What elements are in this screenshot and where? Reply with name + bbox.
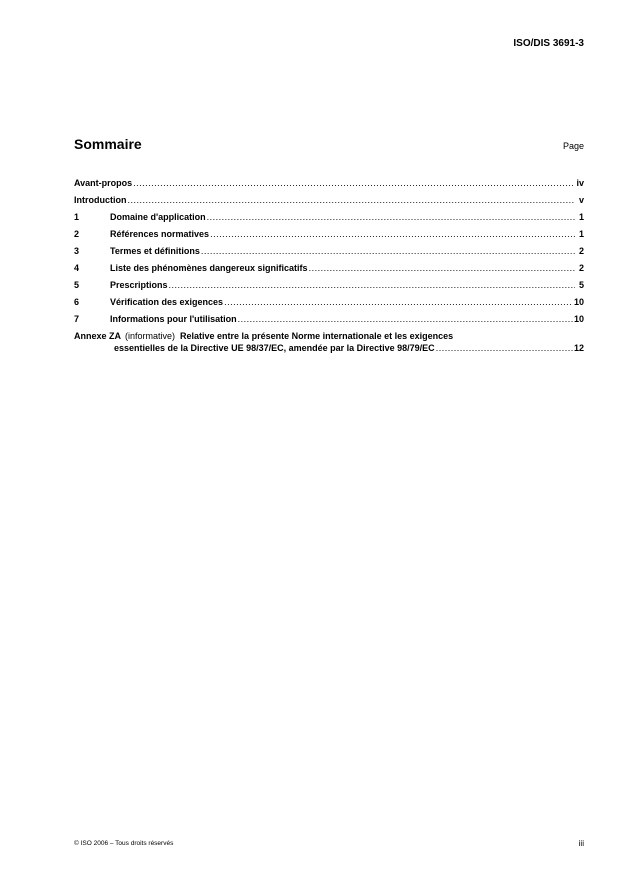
toc-entry-title: Vérification des exigences <box>110 297 224 307</box>
toc-entry-number: 3 <box>74 246 80 256</box>
toc-entry-page: 2 <box>578 263 584 273</box>
toc-entry-3[interactable] <box>74 246 584 263</box>
annex-title-line1: Relative entre la présente Norme internationale et les exigences <box>180 331 454 341</box>
toc-entry-6[interactable] <box>74 297 584 314</box>
toc-entry-4[interactable] <box>74 263 584 280</box>
dot-leader <box>207 212 575 222</box>
toc-entry-page: 1 <box>578 229 584 239</box>
toc-entry-title: Informations pour l'utilisation <box>110 314 237 324</box>
toc-entry-number: 2 <box>74 229 80 239</box>
page-column-label: Page <box>562 141 584 151</box>
toc-entry-page: 5 <box>578 280 584 290</box>
toc-entry-page: 1 <box>578 212 584 222</box>
document-id: ISO/DIS 3691-3 <box>513 38 584 49</box>
toc-entry-number: 4 <box>74 263 80 273</box>
page-number: iii <box>578 839 584 848</box>
annex-label: Annexe ZA <box>74 331 122 341</box>
toc-entry-foreword[interactable] <box>74 178 584 195</box>
toc-entry-title: Termes et définitions <box>110 246 200 256</box>
toc-entry-number: 1 <box>74 212 80 222</box>
dot-leader <box>210 229 575 239</box>
dot-leader <box>128 195 576 205</box>
annex-title-line2: essentielles de la Directive UE 98/37/EC, amendée par la Directive 98/79/EC <box>114 343 435 353</box>
dot-leader <box>133 178 575 188</box>
annex-page: 12 <box>573 343 584 353</box>
dot-leader <box>169 280 575 290</box>
toc-entry-annex-za[interactable] <box>74 331 584 357</box>
annex-qualifier: (informative) <box>125 331 176 341</box>
toc-entry-title: Domaine d'application <box>110 212 206 222</box>
toc-entry-number: 5 <box>74 280 80 290</box>
toc-entry-title: Prescriptions <box>110 280 168 290</box>
dot-leader <box>224 297 573 307</box>
toc-entry-number: 6 <box>74 297 80 307</box>
toc-entry-page: iv <box>576 178 584 188</box>
toc-entry-title: Références normatives <box>110 229 210 239</box>
toc-entry-number: 7 <box>74 314 80 324</box>
toc-entry-5[interactable] <box>74 280 584 297</box>
toc-entry-title: Avant-propos <box>74 178 133 188</box>
dot-leader <box>201 246 575 256</box>
copyright-notice: © ISO 2006 – Tous droits réservés <box>74 840 174 847</box>
toc-entry-page: 10 <box>573 297 584 307</box>
toc-entry-title: Liste des phénomènes dangereux significatifs <box>110 263 308 273</box>
table-of-contents <box>74 178 584 357</box>
dot-leader <box>238 314 573 324</box>
toc-entry-page: v <box>578 195 584 205</box>
dot-leader <box>436 343 573 353</box>
toc-entry-1[interactable] <box>74 212 584 229</box>
toc-entry-page: 2 <box>578 246 584 256</box>
toc-entry-2[interactable] <box>74 229 584 246</box>
toc-entry-title: Introduction <box>74 195 127 205</box>
toc-entry-page: 10 <box>573 314 584 324</box>
toc-entry-7[interactable] <box>74 314 584 331</box>
toc-title: Sommaire <box>74 136 142 152</box>
dot-leader <box>309 263 575 273</box>
annex-first-line <box>74 331 584 343</box>
annex-second-line <box>74 343 584 357</box>
toc-entry-introduction[interactable] <box>74 195 584 212</box>
